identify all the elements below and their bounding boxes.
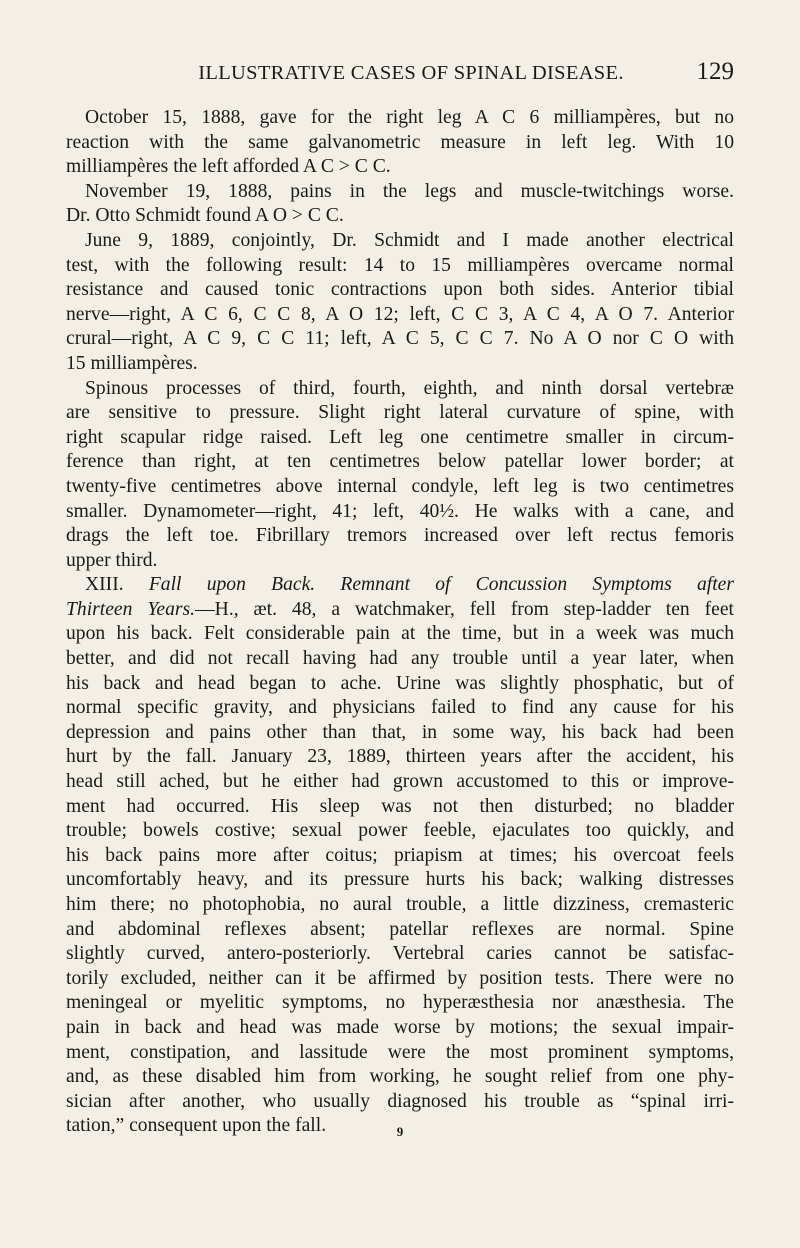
text-line: ment had occurred. His sleep was not then disturbed; no bladder bbox=[66, 795, 734, 817]
text-line: head still ached, but he either had grown accustomed to this or improve- bbox=[66, 771, 734, 793]
text-line: and, as these disabled him from working, he sought relief from one phy- bbox=[66, 1066, 734, 1088]
running-head: ILLUSTRATIVE CASES OF SPINAL DISEASE. bbox=[198, 62, 624, 84]
text-line: test, with the following result: 14 to 15 milliampères overcame normal bbox=[66, 254, 734, 276]
text-line: normal specific gravity, and physicians failed to find any cause for his bbox=[66, 697, 734, 719]
text-line: ment, constipation, and lassitude were the most prominent symptoms, bbox=[66, 1041, 734, 1063]
text-line: milliampères the left afforded A C > C C. bbox=[66, 156, 391, 178]
text-line: drags the left toe. Fibrillary tremors increased over left rectus femoris bbox=[66, 525, 734, 547]
text-line: sician after another, who usually diagnosed his trouble as “spinal irri- bbox=[66, 1090, 734, 1112]
text-line: smaller. Dynamometer—right, 41; left, 40½. He walks with a cane, and bbox=[66, 500, 734, 522]
text-line: slightly curved, antero-posteriorly. Vertebral caries cannot be satisfac- bbox=[66, 943, 734, 965]
text-line: October 15, 1888, gave for the right leg A C 6 milliampères, but no bbox=[85, 107, 734, 128]
text-line: crural—right, A C 9, C C 11; left, A C 5, C C 7. No A O nor C O with bbox=[66, 328, 734, 350]
text-line: meningeal or myelitic symptoms, no hyperæsthesia nor anæsthesia. The bbox=[66, 992, 734, 1014]
text-line: depression and pains other than that, in some way, his back had been bbox=[66, 721, 734, 743]
text-line: ference than right, at ten centimetres below patellar lower border; at bbox=[66, 451, 734, 473]
text-line: XIII. Fall upon Back. Remnant of Concussion Symptoms after bbox=[85, 574, 735, 596]
text-line: upper third. bbox=[66, 549, 158, 571]
text-line: twenty-five centimetres above internal condyle, left leg is two centimetres bbox=[66, 475, 734, 497]
text-line: pain in back and head was made worse by motions; the sexual impair- bbox=[66, 1016, 734, 1038]
text-line: 15 milliampères. bbox=[66, 352, 198, 374]
text-line: June 9, 1889, conjointly, Dr. Schmidt and I made another electrical bbox=[85, 229, 734, 251]
text-line: torily excluded, neither can it be affirmed by position tests. There were no bbox=[66, 967, 734, 989]
text-line: resistance and caused tonic contractions upon both sides. Anterior tibial bbox=[66, 279, 734, 301]
text-line: his back and head began to ache. Urine was slightly phosphatic, but of bbox=[66, 672, 734, 694]
text-line: and abdominal reflexes absent; patellar reflexes are normal. Spine bbox=[66, 918, 734, 940]
text-line: his back pains more after coitus; priapism at times; his overcoat feels bbox=[66, 844, 734, 866]
page-header bbox=[88, 58, 734, 98]
text-line: upon his back. Felt considerable pain at the time, but in a week was much bbox=[66, 623, 734, 645]
text-line: Spinous processes of third, fourth, eighth, and ninth dorsal vertebræ bbox=[85, 377, 734, 399]
text-line: Thirteen Years.—H., æt. 48, a watchmaker, fell from step-ladder ten feet bbox=[66, 598, 734, 620]
text-line: are sensitive to pressure. Slight right lateral curvature of spine, with bbox=[66, 402, 734, 424]
text-line: Dr. Otto Schmidt found A O > C C. bbox=[66, 205, 344, 227]
text-line: nerve—right, A C 6, C C 8, A O 12; left, C C 3, A C 4, A O 7. Anterior bbox=[66, 303, 734, 325]
signature-mark: 9 bbox=[396, 1124, 404, 1139]
text-line: trouble; bowels costive; sexual power feeble, ejaculates too quickly, and bbox=[66, 820, 734, 842]
text-line: November 19, 1888, pains in the legs and muscle-twitchings worse. bbox=[85, 180, 734, 202]
text-line: hurt by the fall. January 23, 1889, thirteen years after the accident, his bbox=[66, 746, 734, 768]
text-line: reaction with the same galvanometric measure in left leg. With 10 bbox=[66, 131, 734, 153]
text-line: him there; no photophobia, no aural trouble, a little dizziness, cremasteric bbox=[66, 894, 734, 915]
text-line: tation,” consequent upon the fall. bbox=[66, 1115, 327, 1137]
page-number: 129 bbox=[696, 58, 734, 85]
text-line: uncomfortably heavy, and its pressure hurts his back; walking distresses bbox=[66, 869, 734, 891]
text-line: better, and did not recall having had any trouble until a year later, when bbox=[66, 648, 734, 670]
text-line: right scapular ridge raised. Left leg one centimetre smaller in circum- bbox=[66, 426, 734, 448]
body-text bbox=[66, 106, 734, 1139]
